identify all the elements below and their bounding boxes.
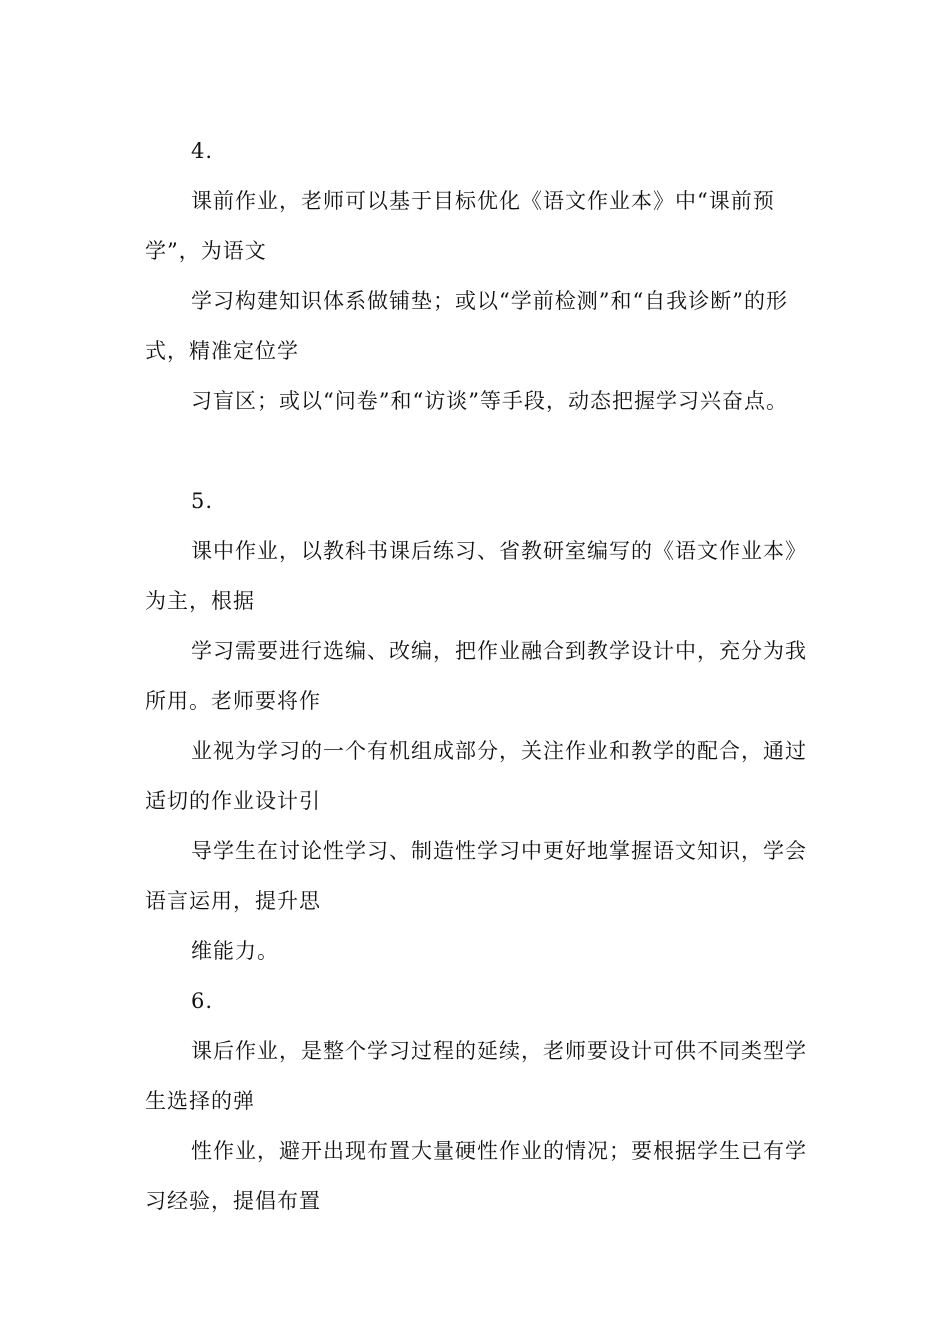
paragraph-pre-class-diagnosis: 学习构建知识体系做铺垫；或以“学前检测”和“自我诊断”的形式，精准定位学 <box>145 289 788 363</box>
paragraph-in-class-homework: 课中作业，以教科书课后练习、省教研室编写的《语文作业本》为主，根据 <box>145 539 807 613</box>
paragraph-in-class-adaptation: 学习需要进行选编、改编，把作业融合到教学设计中，充分为我所用。老师要将作 <box>145 639 807 713</box>
paragraph-in-class-integration: 业视为学习的一个有机组成部分，关注作业和教学的配合，通过适切的作业设计引 <box>145 739 807 813</box>
section-number-6: 6. <box>191 989 214 1013</box>
section-number-5: 5. <box>191 489 214 513</box>
paragraph-in-class-guidance: 导学生在讨论性学习、制造性学习中更好地掌握语文知识，学会语言运用，提升思 <box>145 839 807 913</box>
paragraph-after-class-flexible: 性作业，避开出现布置大量硬性作业的情况；要根据学生已有学习经验，提倡布置 <box>145 1139 807 1213</box>
section-number-4: 4. <box>191 139 214 163</box>
paragraph-after-class-homework: 课后作业，是整个学习过程的延续，老师要设计可供不同类型学生选择的弹 <box>145 1039 807 1113</box>
paragraph-pre-class-blind-spots: 习盲区；或以“问卷”和“访谈”等手段，动态把握学习兴奋点。 <box>191 389 788 413</box>
paragraph-pre-class-homework: 课前作业，老师可以基于目标优化《语文作业本》中“课前预学”，为语文 <box>145 189 775 263</box>
paragraph-in-class-thinking: 维能力。 <box>191 939 279 963</box>
